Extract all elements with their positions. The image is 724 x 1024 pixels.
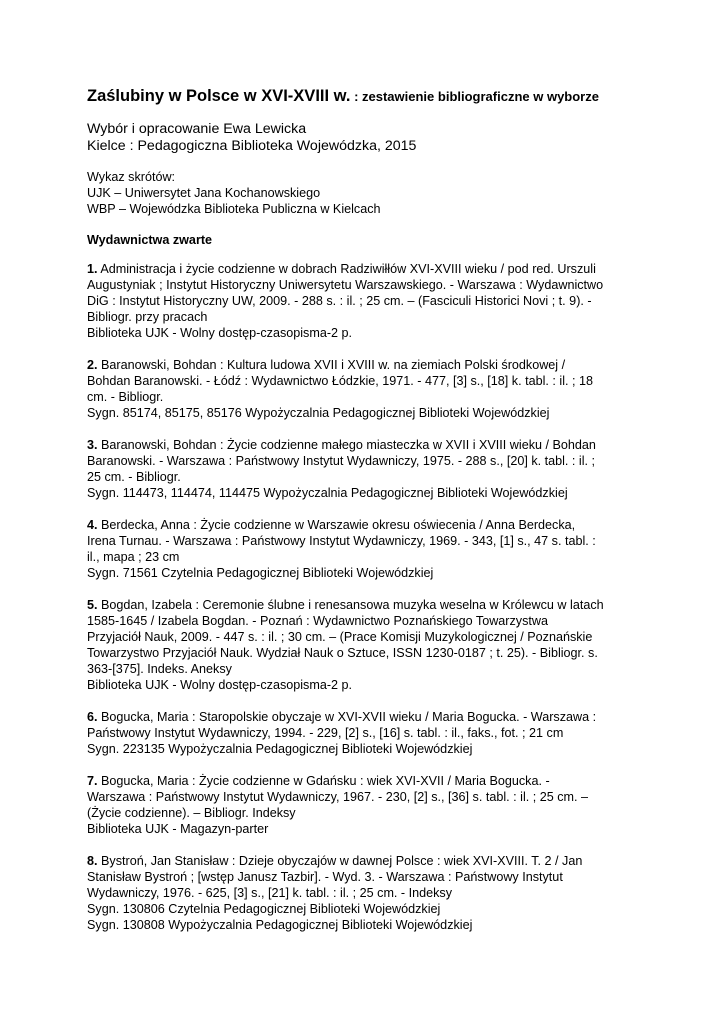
- title-subtitle: : zestawienie bibliograficzne w wyborze: [350, 89, 599, 104]
- entry-number: 8.: [87, 854, 98, 868]
- entry-line: Sygn. 71561 Czytelnia Pedagogicznej Biblioteki Wojewódzkiej: [87, 566, 434, 580]
- entry-number: 6.: [87, 710, 98, 724]
- bibliography-entry: [87, 773, 647, 837]
- entry-text: Bystroń, Jan Stanisław : Dzieje obyczajów w dawnej Polsce : wiek XVI-XVIII. T. 2 / Jan: [97, 854, 583, 868]
- entry-line: Sygn. 114473, 114474, 114475 Wypożyczalnia Pedagogicznej Biblioteki Wojewódzkiej: [87, 486, 568, 500]
- bibliography-entry: [87, 261, 647, 341]
- title-main: Zaślubiny w Polsce w XVI-XVIII w.: [87, 87, 351, 105]
- entry-line: Biblioteka UJK - Wolny dostęp-czasopisma-2 p.: [87, 326, 353, 340]
- entry-number: 5.: [87, 598, 98, 612]
- bibliography-entry: [87, 709, 647, 757]
- entry-line: il., mapa ; 23 cm: [87, 550, 180, 564]
- entry-line: Państwowy Instytut Wydawniczy, 1994. - 229, [2] s., [16] s. tabl. : il., faks., fot. ; 21 cm: [87, 726, 564, 740]
- entry-line: Wydawniczy, 1976. - 625, [3] s., [21] k. tabl. : il. ; 25 cm. - Indeksy: [87, 886, 453, 900]
- document-title: [87, 86, 647, 107]
- abbreviations-heading: Wykaz skrótów:: [87, 170, 176, 184]
- bibliography-entry: [87, 357, 647, 421]
- entry-number: 2.: [87, 358, 98, 372]
- entry-line: [87, 437, 647, 453]
- entry-line: [87, 773, 647, 789]
- entry-line: [87, 357, 647, 373]
- entry-text: Berdecka, Anna : Życie codzienne w Warszawie okresu oświecenia / Anna Berdecka,: [97, 518, 576, 532]
- document-page: [87, 86, 647, 949]
- entry-line: [87, 709, 647, 725]
- entry-line: [87, 853, 647, 869]
- entry-number: 3.: [87, 438, 98, 452]
- entry-text: Baranowski, Bohdan : Życie codzienne małego miasteczka w XVII i XVIII wieku / Bohdan: [97, 438, 596, 452]
- publisher-line: Kielce : Pedagogiczna Biblioteka Wojewódzka, 2015: [87, 138, 417, 154]
- entry-line: (Życie codzienne). – Bibliogr. Indeksy: [87, 806, 296, 820]
- entry-line: Baranowski. - Warszawa : Państwowy Instytut Wydawniczy, 1975. - 288 s., [20] k. tabl. : il. ;: [87, 454, 596, 468]
- entry-line: Przyjaciół Nauk, 2009. - 447 s. : il. ; 30 cm. – (Prace Komisji Muzykologicznej / Poznańskie: [87, 630, 593, 644]
- entry-line: Towarzystwo Przyjaciół Nauk. Wydział Nauk o Sztuce, ISSN 1230-0187 ; t. 25). - Bibliogr. s.: [87, 646, 598, 660]
- entry-line: Sygn. 85174, 85175, 85176 Wypożyczalnia Pedagogicznej Biblioteki Wojewódzkiej: [87, 406, 550, 420]
- author-line: Wybór i opracowanie Ewa Lewicka: [87, 121, 307, 137]
- entry-line: [87, 517, 647, 533]
- entry-number: 1.: [87, 262, 98, 276]
- entry-line: Bibliogr. przy pracach: [87, 310, 208, 324]
- entry-line: DiG : Instytut Historyczny UW, 2009. - 288 s. : il. ; 25 cm. – (Fasciculi Historici Novi ; t. 9). -: [87, 294, 592, 308]
- entry-line: Bohdan Baranowski. - Łódź : Wydawnictwo Łódzkie, 1971. - 477, [3] s., [18] k. tabl. : il. ; 18: [87, 374, 594, 388]
- entry-number: 4.: [87, 518, 98, 532]
- entry-line: Stanisław Bystroń ; [wstęp Janusz Tazbir]. - Wyd. 3. - Warszawa : Państwowy Instytut: [87, 870, 563, 884]
- entry-line: Sygn. 130806 Czytelnia Pedagogicznej Biblioteki Wojewódzkiej: [87, 902, 441, 916]
- entry-line: Biblioteka UJK - Magazyn-parter: [87, 822, 269, 836]
- entry-line: Augustyniak ; Instytut Historyczny Uniwersytetu Warszawskiego. - Warszawa : Wydawnictwo: [87, 278, 604, 292]
- entry-line: 25 cm. - Bibliogr.: [87, 470, 181, 484]
- entry-text: Baranowski, Bohdan : Kultura ludowa XVII i XVIII w. na ziemiach Polski środkowej /: [97, 358, 566, 372]
- abbreviations-block: [87, 169, 647, 217]
- entry-number: 7.: [87, 774, 98, 788]
- entry-line: Sygn. 130808 Wypożyczalnia Pedagogicznej Biblioteki Wojewódzkiej: [87, 918, 473, 932]
- bibliography-entry: [87, 437, 647, 501]
- publication-info: [87, 121, 647, 155]
- entry-line: [87, 597, 647, 613]
- entry-line: 1585-1645 / Izabela Bogdan. - Poznań : Wydawnictwo Poznańskiego Towarzystwa: [87, 614, 548, 628]
- entry-line: Warszawa : Państwowy Instytut Wydawniczy, 1967. - 230, [2] s., [36] s. tabl. : il. ; 25 cm. –: [87, 790, 589, 804]
- entry-line: cm. - Bibliogr.: [87, 390, 164, 404]
- entry-line: Irena Turnau. - Warszawa : Państwowy Instytut Wydawniczy, 1969. - 343, [1] s., 47 s. tabl. :: [87, 534, 596, 548]
- entry-text: Bogdan, Izabela : Ceremonie ślubne i renesansowa muzyka weselna w Królewcu w latach: [97, 598, 604, 612]
- entry-text: Bogucka, Maria : Staropolskie obyczaje w XVI-XVII wieku / Maria Bogucka. - Warszawa :: [97, 710, 597, 724]
- bibliography-entry: [87, 597, 647, 693]
- entry-line: Sygn. 223135 Wypożyczalnia Pedagogicznej Biblioteki Wojewódzkiej: [87, 742, 473, 756]
- entry-line: 363-[375]. Indeks. Aneksy: [87, 662, 232, 676]
- section-heading: Wydawnictwa zwarte: [87, 233, 213, 247]
- bibliography-list: [87, 261, 647, 933]
- abbreviation-item: WBP – Wojewódzka Biblioteka Publiczna w Kielcach: [87, 202, 381, 216]
- entry-text: Bogucka, Maria : Życie codzienne w Gdańsku : wiek XVI-XVII / Maria Bogucka. -: [97, 774, 550, 788]
- entry-text: Administracja i życie codzienne w dobrach Radziwiłłów XVI-XVIII wieku / pod red. Urszuli: [97, 262, 596, 276]
- entry-line: [87, 261, 647, 277]
- bibliography-entry: [87, 853, 647, 933]
- entry-line: Biblioteka UJK - Wolny dostęp-czasopisma-2 p.: [87, 678, 353, 692]
- bibliography-entry: [87, 517, 647, 581]
- abbreviation-item: UJK – Uniwersytet Jana Kochanowskiego: [87, 186, 321, 200]
